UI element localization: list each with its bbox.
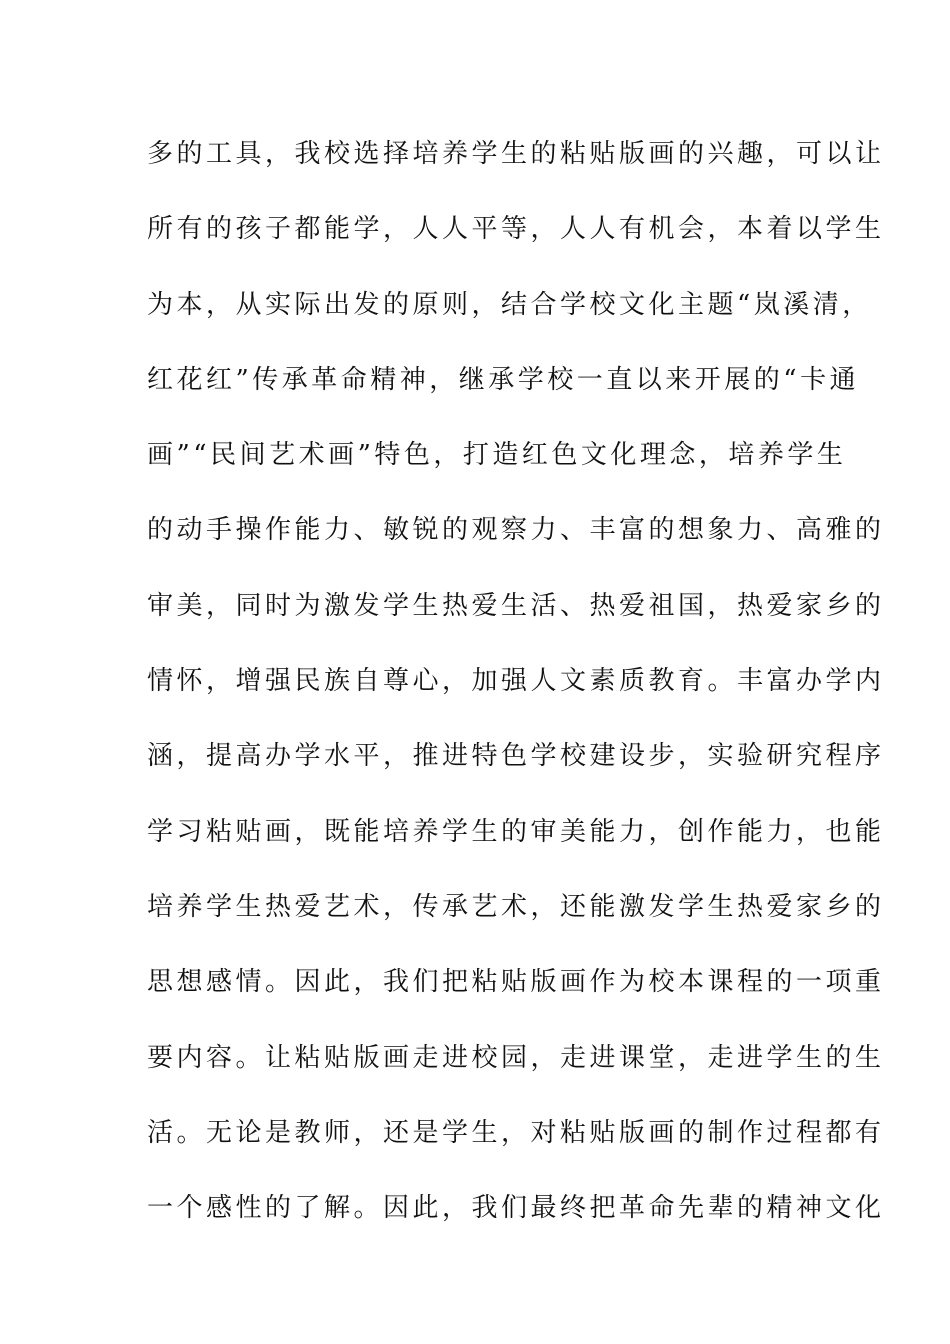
text-line: 多的工具，我校选择培养学生的粘贴版画的兴趣，可以让 (147, 139, 885, 169)
text-line: 红花红”传承革命精神，继承学校一直以来开展的“卡通 (147, 364, 860, 395)
text-line: 所有的孩子都能学，人人平等，人人有机会，本着以学生 (147, 214, 885, 245)
text-line: 画”“民间艺术画”特色，打造红色文化理念，培养学生 (147, 440, 847, 471)
text-line: 一个感性的了解。因此，我们最终把革命先辈的精神文化 (147, 1193, 885, 1224)
text-line: 培养学生热爱艺术，传承艺术，还能激发学生热爱家乡的 (147, 891, 885, 922)
text-line: 要内容。让粘贴版画走进校园，走进课堂，走进学生的生 (147, 1042, 885, 1073)
text-line: 涵，提高办学水平，推进特色学校建设步，实验研究程序 (147, 741, 885, 772)
text-line: 学习粘贴画，既能培养学生的审美能力，创作能力，也能 (147, 816, 885, 847)
text-line: 为本，从实际出发的原则，结合学校文化主题“岚溪清， (147, 289, 872, 320)
body-paragraph (147, 130, 885, 1259)
text-line: 情怀，增强民族自尊心，加强人文素质教育。丰富办学内 (147, 666, 885, 697)
text-line: 审美，同时为激发学生热爱生活、热爱祖国，热爱家乡的 (147, 590, 885, 621)
text-line: 活。无论是教师，还是学生，对粘贴版画的制作过程都有 (147, 1117, 885, 1148)
text-line: 的动手操作能力、敏锐的观察力、丰富的想象力、高雅的 (147, 515, 885, 546)
text-line: 思想感情。因此，我们把粘贴版画作为校本课程的一项重 (147, 967, 885, 998)
